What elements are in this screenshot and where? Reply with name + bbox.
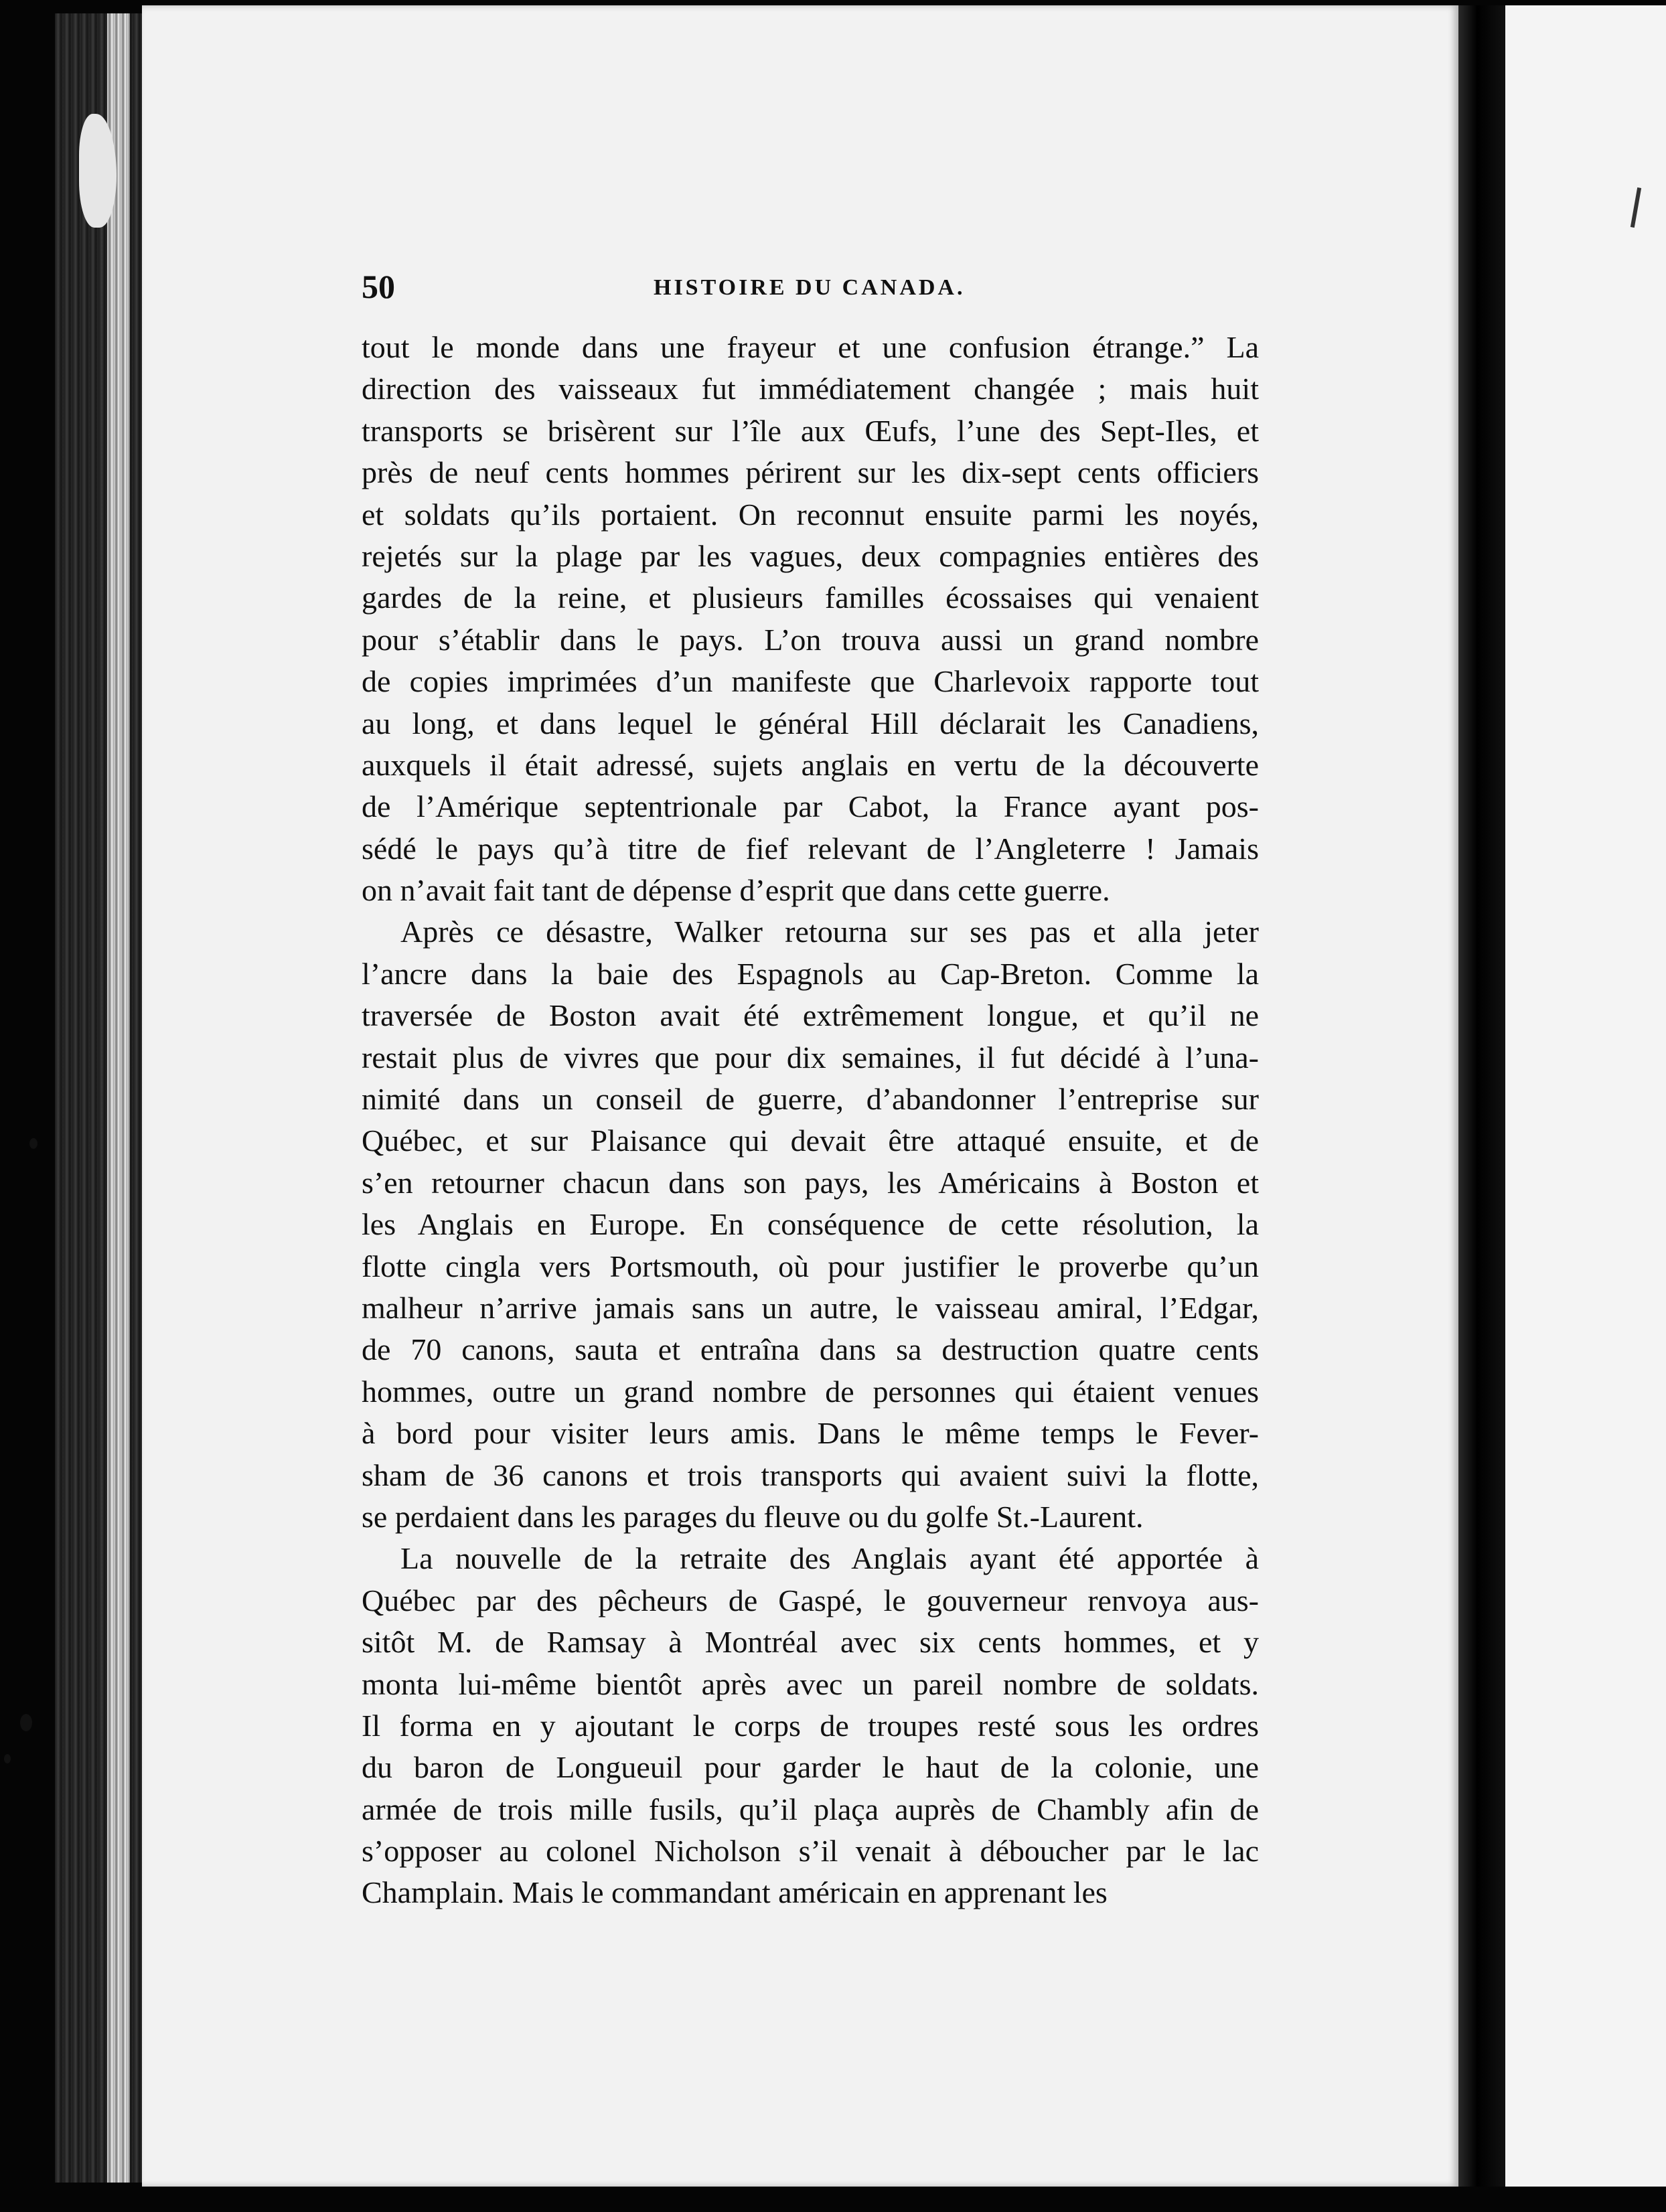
text-line: Après ce désastre, Walker retourna sur ses pas et alla jeter xyxy=(400,915,1259,949)
text-line: La nouvelle de la retraite des Anglais ayant été apportée à xyxy=(400,1541,1259,1576)
page-edges xyxy=(55,13,142,2183)
text-line: les Anglais en Europe. En conséquence de cette résolution, la xyxy=(362,1207,1259,1242)
text-line: nimité dans un conseil de guerre, d’abandonner l’entreprise sur xyxy=(362,1082,1259,1117)
text-line: Il forma en y ajoutant le corps de troupes resté sous les ordres xyxy=(362,1708,1259,1743)
text-line: gardes de la reine, et plusieurs familles écossaises qui venaient xyxy=(362,580,1259,615)
text-line: direction des vaisseaux fut immédiatement changée ; mais huit xyxy=(362,372,1259,406)
text-line: transports se brisèrent sur l’île aux Œufs, l’une des Sept-Iles, et xyxy=(362,413,1259,448)
text-line: Québec, et sur Plaisance qui devait être attaqué ensuite, et de xyxy=(362,1123,1259,1158)
text-line: sham de 36 canons et trois transports qui avaient suivi la flotte, xyxy=(362,1457,1259,1492)
paragraph xyxy=(362,1538,1259,1914)
ink-speck xyxy=(20,1714,32,1731)
facing-page-edge xyxy=(1505,5,1666,2187)
text-line: au long, et dans lequel le général Hill déclarait les Canadiens, xyxy=(362,706,1259,740)
text-line: s’en retourner chacun dans son pays, les Américains à Boston et xyxy=(362,1165,1259,1200)
page-header xyxy=(362,266,1259,313)
book-gutter xyxy=(1458,5,1505,2187)
page-edges-highlight xyxy=(107,13,130,2183)
text-line: rejetés sur la plage par les vagues, deux compagnies entières des xyxy=(362,538,1259,573)
text-line: armée de trois mille fusils, qu’il plaça auprès de Chambly afin de xyxy=(362,1792,1259,1826)
text-line: du baron de Longueuil pour garder le haut de la colonie, une xyxy=(362,1750,1259,1785)
text-line: l’ancre dans la baie des Espagnols au Cap-Breton. Comme la xyxy=(362,956,1259,991)
text-line: malheur n’arrive jamais sans un autre, le vaisseau amiral, l’Edgar, xyxy=(362,1290,1259,1325)
paragraph xyxy=(362,911,1259,1538)
text-line: et soldats qu’ils portaient. On reconnut ensuite parmi les noyés, xyxy=(362,497,1259,532)
running-title: HISTOIRE DU CANADA. xyxy=(654,275,966,300)
ink-speck xyxy=(4,1754,11,1763)
text-line: Champlain. Mais le commandant américain en apprenant les xyxy=(362,1875,1108,1910)
text-line: s’opposer au colonel Nicholson s’il venait à déboucher par le lac xyxy=(362,1834,1259,1869)
ink-speck xyxy=(29,1138,37,1149)
paragraph xyxy=(362,327,1259,911)
text-line: à bord pour visiter leurs amis. Dans le même temps le Fever- xyxy=(362,1416,1259,1451)
text-line: de copies imprimées d’un manifeste que Charlevoix rapporte tout xyxy=(362,664,1259,699)
page-number: 50 xyxy=(362,268,395,305)
body-text xyxy=(362,327,1259,1914)
text-line: sitôt M. de Ramsay à Montréal avec six cents hommes, et y xyxy=(362,1625,1259,1660)
text-line: se perdaient dans les parages du fleuve ou du golfe St.-Laurent. xyxy=(362,1499,1144,1534)
text-line: auxquels il était adressé, sujets anglais en vertu de la découverte xyxy=(362,747,1259,782)
text-line: pour s’établir dans le pays. L’on trouva aussi un grand nombre xyxy=(362,622,1259,657)
text-line: sédé le pays qu’à titre de fief relevant de l’Angleterre ! Jamais xyxy=(362,831,1259,866)
text-line: de 70 canons, sauta et entraîna dans sa destruction quatre cents xyxy=(362,1332,1259,1367)
text-line: Québec par des pêcheurs de Gaspé, le gouverneur renvoya aus- xyxy=(362,1583,1259,1617)
text-line: restait plus de vivres que pour dix semaines, il fut décidé à l’una- xyxy=(362,1040,1259,1075)
text-line: de l’Amérique septentrionale par Cabot, la France ayant pos- xyxy=(362,789,1259,824)
text-line: on n’avait fait tant de dépense d’esprit que dans cette guerre. xyxy=(362,873,1110,908)
text-line: tout le monde dans une frayeur et une confusion étrange.” La xyxy=(362,330,1259,364)
text-line: hommes, outre un grand nombre de personnes qui étaient venues xyxy=(362,1374,1259,1409)
text-line: traversée de Boston avait été extrêmement longue, et qu’il ne xyxy=(362,998,1259,1033)
text-line: monta lui-même bientôt après avec un pareil nombre de soldats. xyxy=(362,1666,1259,1701)
text-line: près de neuf cents hommes périrent sur les dix-sept cents officiers xyxy=(362,455,1259,490)
text-line: flotte cingla vers Portsmouth, où pour justifier le proverbe qu’un xyxy=(362,1249,1259,1283)
